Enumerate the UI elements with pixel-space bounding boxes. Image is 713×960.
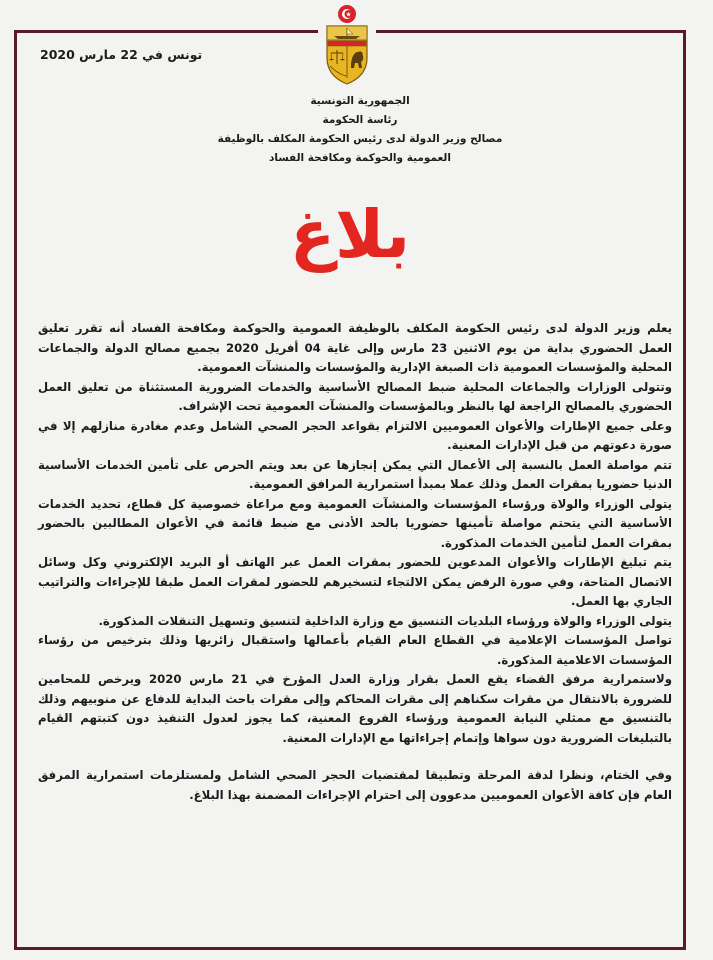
header-line-ministry-continued: العمومية والحوكمة ومكافحة الفساد [269,152,451,164]
body-paragraph: وعلى جميع الإطارات والأعوان العموميين الالتزام بقواعد الحجر الصحي الشامل وعدم مغادرة منازلهم إلا في صورة دعوتهم من قبل الإدارات المعنية. [38,418,672,452]
issuing-authority-header [150,92,570,168]
body-paragraph: تواصل المؤسسات الإعلامية في القطاع العام القيام بأعمالها واستقبال زائريها وذلك بترخيص من رؤساء المؤسسات الاعلامية المذكورة. [38,633,672,667]
body-paragraph: وتتولى الوزارات والجماعات المحلية ضبط المصالح الأساسية والخدمات الضرورية المستثناة من تعليق العمل الحضوري بالمصالح الراجعة لها بالنظر وبالمؤسسات والمنشآت العمومية تحت الإشراف. [38,379,672,413]
body-paragraph: يعلم وزير الدولة لدى رئيس الحكومة المكلف بالوظيفة العمومية والحوكمة ومكافحة الفساد أنه تقرر تعليق العمل الحضوري بداية من يوم الاثنين 23 مارس وإلى غاية 04 أفريل 2020 بجميع مصالح الدولة والجماعات المحلية والمؤسسات العمومية ذات الصبغة الإدارية والمؤسسات والمنشآت العمومية. [38,321,673,374]
body-paragraph: ولاستمرارية مرفق القضاء يقع العمل بقرار وزارة العدل المؤرخ في 21 مارس 2020 ويرخص للمحامين للضرورة بالانتقال من مقرات سكناهم إلى مقرات المحاكم وإلى مقرات باحث البداية للدفاع عن منوبيهم وذلك بالتنسيق مع ممثلي النيابة العمومية ورؤساء الفروع المعنية، كما يجوز لعدول التنفيذ دون كتبتهم القيام بالتبليغات الضرورية دون سواها وإتمام إجراءاتها مع الإدارات المعنية. [38,672,672,745]
coat-of-arms-emblem [318,2,376,88]
announcement-body [38,319,672,805]
header-line-government: رئاسة الحكومة [322,114,398,126]
body-paragraph: يتولى الوزراء والولاة ورؤساء المؤسسات والمنشآت العمومية ومع مراعاة خصوصية كل قطاع، تحديد الخدمات الأساسية التي يتحتم مواصلة تأمينها حضوريا بالحد الأدنى مع ضبط قائمة في الأعوان المطالبين بالحضور بمقرات العمل لتأمين الخدمات المذكورة. [38,496,672,550]
body-paragraph: تتم مواصلة العمل بالنسبة إلى الأعمال التي يمكن إنجازها عن بعد ويتم الحرص على تأمين الخدمات الأساسية الدنيا حضوريا بمقرات العمل وذلك عملا بمبدأ استمرارية المرافق العمومية. [38,457,672,491]
header-line-republic: الجمهورية التونسية [310,95,410,107]
closing-paragraph: وفي الختام، ونظرا لدقة المرحلة وتطبيقا لمقتضيات الحجر الصحي الشامل ولمستلزمات استمرارية المرفق العام فإن كافة الأعوان العموميين مدعوون إلى احترام الإجراءات المضمنة بهذا البلاغ. [38,768,672,802]
header-line-ministry: مصالح وزير الدولة لدى رئيس الحكومة المكلف بالوظيفة [217,133,503,145]
body-paragraph: يتم تبليغ الإطارات والأعوان المدعوين للحضور بمقرات العمل عبر الهاتف أو البريد الإلكتروني وكل وسائل الاتصال المتاحة، وفي صورة الرفض يمكن الالتجاء لتسخيرهم للحضور لمقرات العمل طبقا للإجراءات والتراتيب الجاري بها العمل. [38,555,672,608]
body-paragraph: يتولى الوزراء والولاة ورؤساء البلديات التنسيق مع وزارة الداخلية لتنسيق وتسهيل التنقلات المذكورة. [98,613,672,628]
announcement-title: بلاغ [290,196,410,273]
document-date: تونس في 22 مارس 2020 [40,47,203,62]
